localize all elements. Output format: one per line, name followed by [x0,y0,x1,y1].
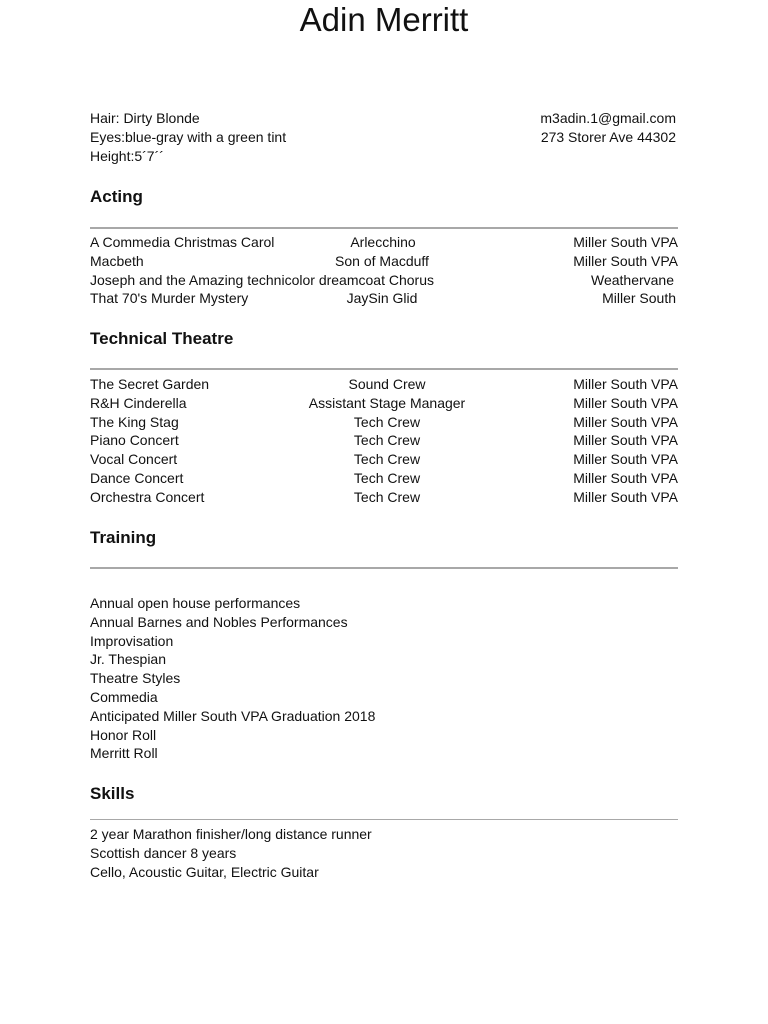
list-item: Anticipated Miller South VPA Graduation 2018 [90,707,376,724]
production-title: The Secret Garden [90,376,210,392]
venue: Miller South VPA [573,451,678,468]
list-item: Scottish dancer 8 years [90,844,237,861]
production-title: The King Stag [90,413,179,430]
venue: Weathervane [590,271,674,288]
table-row [90,431,678,450]
role: Tech Crew [353,432,421,449]
venue: Miller South VPA [573,413,678,430]
acting-table [90,233,678,308]
role: Arlecchino [350,234,416,250]
role: Tech Crew [353,451,421,468]
role: Son of Macduff [335,252,429,269]
production-title: Piano Concert [90,432,179,449]
production-title: Vocal Concert [90,451,178,468]
eyes-detail: Eyes:blue-gray with a green tint [90,128,287,145]
height-detail: Height:5´7´´ [90,147,164,164]
list-item: Annual open house performances [90,595,301,611]
role: Tech Crew [353,413,421,430]
table-row [90,375,678,394]
role: Tech Crew [353,469,421,486]
venue: Miller South VPA [573,488,678,505]
list-item: Improvisation [90,632,174,649]
list-item: Cello, Acoustic Guitar, Electric Guitar [90,863,319,880]
section-title-training: Training [90,528,157,547]
list-item: Jr. Thespian [90,651,167,668]
role: Chorus [388,271,434,288]
role: Sound Crew [348,376,426,392]
resume-name: Adin Merritt [299,1,469,38]
production-title: Orchestra Concert [90,488,205,505]
venue: Miller South [602,290,676,307]
training-list [90,594,375,763]
table-row [90,450,678,469]
production-title-text: Joseph and the Amazing technicolor dreamcoat [90,271,385,288]
venue: Miller South VPA [573,252,678,269]
section-divider-acting [90,227,678,229]
venue: Miller South VPA [573,376,678,392]
list-item: Annual Barnes and Nobles Performances [90,613,348,630]
technical-theatre-table [90,375,678,507]
section-title-acting: Acting [90,187,143,206]
list-item: Honor Roll [90,726,157,743]
venue: Miller South VPA [573,394,678,411]
production-title: That 70's Murder Mystery [90,290,249,307]
table-row [90,289,678,308]
section-title-skills: Skills [90,784,135,803]
skills-list [90,825,372,881]
production-title: Dance Concert [90,469,184,486]
list-item: Merritt Roll [90,745,158,762]
list-item: 2 year Marathon finisher/long distance runner [90,826,372,842]
production-title: A Commedia Christmas Carol [90,234,275,250]
email-text: m3adin.1@gmail.com [540,110,676,126]
role: Tech Crew [353,488,421,505]
list-item: Theatre Styles [90,670,181,687]
table-row [90,394,678,413]
table-row [90,271,678,290]
contact-details [540,109,676,147]
role: Assistant Stage Manager [308,394,466,411]
role: JaySin Glid [346,290,418,307]
venue: Miller South VPA [573,432,678,449]
production-title [90,271,434,290]
venue: Miller South VPA [573,234,678,250]
list-item: Commedia [90,688,158,705]
personal-details [90,109,286,165]
table-row [90,488,678,507]
address-text: 273 Storer Ave 44302 [540,128,676,145]
section-divider-training [90,567,678,569]
section-divider-skills [90,819,678,820]
production-title: R&H Cinderella [90,394,187,411]
table-row [90,233,678,252]
section-divider-technical-theatre [90,368,678,370]
production-title: Macbeth [90,252,144,269]
hair-detail: Hair: Dirty Blonde [90,110,200,126]
table-row [90,413,678,432]
table-row [90,252,678,271]
venue: Miller South VPA [573,469,678,486]
section-title-technical-theatre: Technical Theatre [90,329,234,348]
table-row [90,469,678,488]
